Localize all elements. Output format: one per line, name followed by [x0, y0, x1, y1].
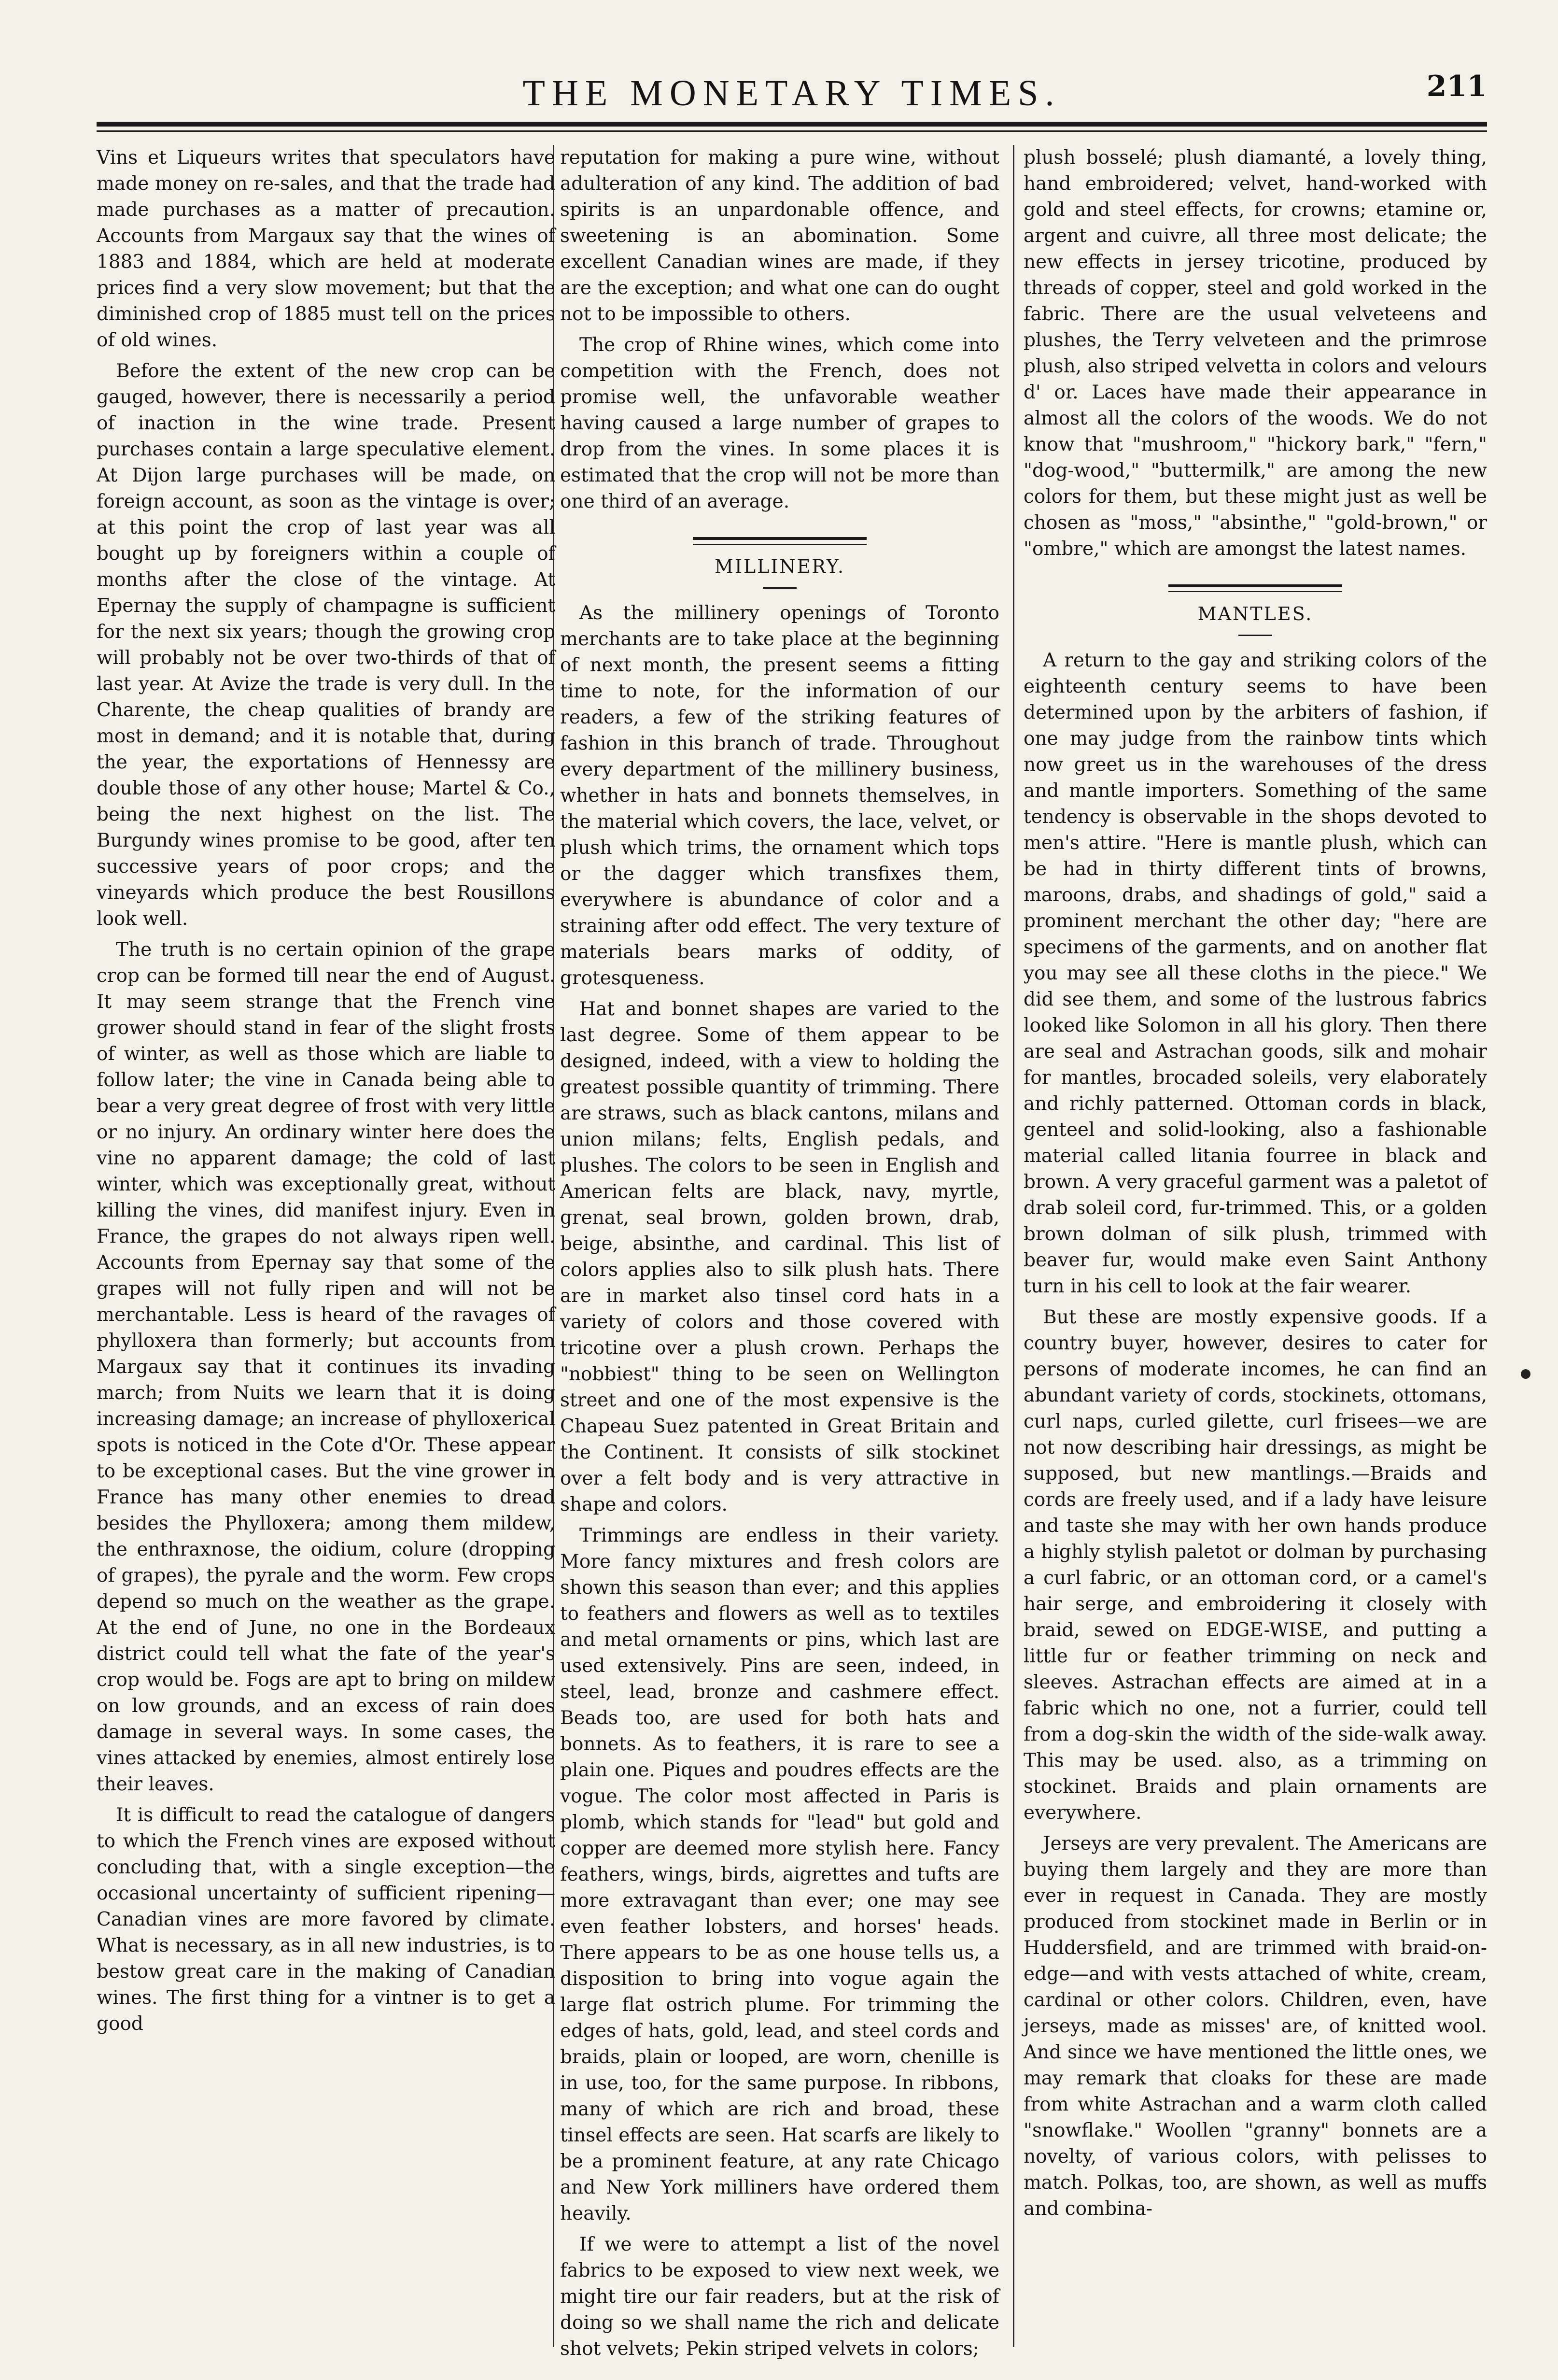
header-rule-thin	[97, 130, 1487, 132]
article-paragraph: Hat and bonnet shapes are varied to the last degree. Some of them appear to be designed, indeed, with a view to holding the greatest possible quantity of trimming. There are straws, such as black cantons, milans and union milans; felts, English pedals, and plushes. The colors to be seen in English and American felts are black, navy, myrtle, grenat, seal brown, golden brown, drab, beige, absinthe, and cardinal. This list of colors applies also to silk plush hats. There are in market also tinsel cord hats in a variety of colors and those covered with tricotine over a plush crown. Perhaps the "nobbiest" thing to be seen on Wellington street and one of the most expensive is the Chapeau Suez patented in Great Britain and the Continent. It consists of silk stockinet over a felt body and is very attractive in shape and colors.	[560, 998, 999, 1516]
column-middle	[560, 145, 999, 2360]
article-paragraph: As the millinery openings of Toronto merchants are to take place at the beginning of next month, the present seems a fitting time to note, for the information of our readers, a few of the striking features of fashion in this branch of trade. Throughout every department of the millinery business, whether in hats and bonnets themselves, in the material which covers, the lace, velvet, or plush which trims, the ornament which tops or the dagger which transfixes them, everywhere is abundance of color and a straining after odd effect. The very texture of materials bears marks of oddity, of grotesqueness.	[560, 602, 999, 989]
article-paragraph: The truth is no certain opinion of the grape crop can be formed till near the end of August. It may seem strange that the French vine grower should stand in fear of the slight frosts of winter, as well as those which are liable to follow later; the vine in Canada being able to bear a very great degree of frost with very little or no injury. An ordinary winter here does the vine no apparent damage; the cold of last winter, which was exceptionally great, without killing the vines, did manifest injury. Even in France, the grapes do not always ripen well. Accounts from Epernay say that some of the grapes will not fully ripen and will not be merchantable. Less is heard of the ravages of phylloxera than formerly; but accounts from Margaux say that it continues its invading march; from Nuits we learn that it is doing increasing damage; an increase of phylloxerical spots is noticed in the Cote d'Or. These appear to be exceptional cases. But the vine grower in France has many other enemies to dread besides the Phylloxera; among them mildew, the enthraxnose, the oidium, colure (dropping of grapes), the pyrale and the worm. Few crops depend so much on the weather as the grape. At the end of June, no one in the Bordeaux district could tell what the fate of the year's crop would be. Fogs are apt to bring on mildew on low grounds, and an excess of rain does damage in several ways. In some cases, the vines attacked by enemies, almost entirely lose their leaves.	[97, 939, 555, 1795]
header-rule-thick	[97, 122, 1487, 127]
article-paragraph: It is difficult to read the catalogue of dangers to which the French vines are exposed without concluding that, with a single exception—the occasional uncertainty of sufficient ripening—Canadian vines are more favored by climate. What is necessary, as in all new industries, is to bestow great care in the making of Canadian wines. The first thing for a vintner is to get a good	[97, 1804, 555, 2035]
section-rule	[693, 544, 867, 545]
section-dash	[763, 587, 797, 589]
section-rule	[1168, 591, 1342, 592]
article-paragraph: Before the extent of the new crop can be gauged, however, there is necessarily a period of inaction in the wine trade. Present purchases contain a large speculative element. At Dijon large purchases will be made, on foreign account, as soon as the vintage is over; at this point the crop of last year was all bought up by foreigners within a couple of months after the close of the vintage. At Epernay the supply of champagne is sufficient for the next six years; though the growing crop will probably not be over two-thirds of that of last year. At Avize the trade is very dull. In the Charente, the cheap qualities of brandy are most in demand; and it is notable that, during the year, the exportations of Hennessy are double those of any other house; Martel & Co., being the next highest on the list. The Burgundy wines promise to be good, after ten successive years of poor crops; and the vineyards which produce the best Rousillons look well.	[97, 360, 555, 930]
masthead	[97, 68, 1487, 121]
column-divider	[1013, 145, 1014, 2347]
section-heading-mantles: MANTLES.	[1197, 603, 1313, 624]
section-header	[560, 537, 999, 589]
article-paragraph: plush bosselé; plush diamanté, a lovely thing, hand embroidered; velvet, hand-worked with gold and steel effects, for crowns; etamine or, argent and cuivre, all three most delicate; the new effects in jersey tricotine, produced by threads of copper, steel and gold worked in the fabric. There are the usual velveteens and plushes, the Terry velveteen and the primrose plush, also striped velvetta in colors and velours d' or. Laces have made their appearance in almost all the colors of the woods. We do not know that "mushroom," "hickory bark," "fern," "dog-wood," "buttermilk," are among the new colors for them, but these might just as well be chosen as "moss," "absinthe," "gold-brown," or "ombre," which are amongst the latest names.	[1024, 147, 1487, 560]
column-right	[1024, 145, 1487, 2347]
article-paragraph: The crop of Rhine wines, which come into competition with the French, does not promise well, the unfavorable weather having caused a large number of grapes to drop from the vines. In some places it is estimated that the crop will not be more than one third of an average.	[560, 334, 999, 512]
article-paragraph: reputation for making a pure wine, without adulteration of any kind. The addition of bad spirits is an unpardonable offence, and sweetening is an abomination. Some excellent Canadian wines are made, if they are the exception; and what one can do ought not to be impossible to others.	[560, 147, 999, 325]
page-number: 211	[1426, 70, 1487, 103]
ink-mark	[1521, 1369, 1530, 1379]
section-header	[1024, 584, 1487, 636]
article-paragraph: But these are mostly expensive goods. If a country buyer, however, desires to cater for persons of moderate incomes, he can find an abundant variety of cords, stockinets, ottomans, curl naps, curled gilette, curl frisees—we are not now describing hair dressings, as might be supposed, but new mantlings.—Braids and cords are freely used, and if a lady have leisure and taste she may with her own hands produce a highly stylish paletot or dolman by purchasing a curl fabric, or an ottoman cord, or a camel's hair serge, and embroidering it closely with braid, sewed on EDGE-WISE, and putting a little fur or feather trimming on neck and sleeves. Astrachan effects are aimed at in a fabric which no one, not a furrier, could tell from a dog-skin the width of the side-walk away. This may be used. also, as a trimming on stockinet. Braids and plain ornaments are everywhere.	[1024, 1306, 1487, 1824]
section-heading-millinery: MILLINERY.	[714, 556, 845, 577]
article-paragraph: If we were to attempt a list of the novel fabrics to be exposed to view next week, we might tire our fair readers, but at the risk of doing so we shall name the rich and delicate shot velvets; Pekin striped velvets in colors;	[560, 2234, 999, 2360]
article-paragraph: Vins et Liqueurs writes that speculators have made money on re-sales, and that the trade had made purchases as a matter of precaution. Accounts from Margaux say that the wines of 1883 and 1884, which are held at moderate prices find a very slow movement; but that the diminished crop of 1885 must tell on the prices of old wines.	[97, 147, 555, 351]
section-rule	[1168, 584, 1342, 587]
column-left	[97, 145, 555, 2347]
article-paragraph: Jerseys are very prevalent. The Americans are buying them largely and they are more than ever in request in Canada. They are mostly produced from stockinet made in Berlin or in Huddersfield, and are trimmed with braid-on-edge—and with vests attached of white, cream, cardinal or other colors. Children, even, have jerseys, made as misses' are, of knitted wool. And since we have mentioned the little ones, we may remark that cloaks for these are made from white Astrachan and a warm cloth called "snowflake." Woollen "granny" bonnets are a novelty, of various colors, with pelisses to match. Polkas, too, are shown, as well as muffs and combina-	[1024, 1833, 1487, 2220]
section-dash	[1238, 635, 1272, 636]
publication-title: THE MONETARY TIMES.	[522, 73, 1061, 113]
section-rule	[693, 537, 867, 540]
article-paragraph: A return to the gay and striking colors of the eighteenth century seems to have been determined upon by the arbiters of fashion, if one may judge from the rainbow tints which now greet us in the warehouses of the dress and mantle importers. Something of the same tendency is observable in the shops devoted to men's attire. "Here is mantle plush, which can be had in thirty different tints of browns, maroons, drabs, and shadings of gold," said a prominent merchant the other day; "here are specimens of the garments, and on another flat you may see all these cloths in the piece." We did see them, and some of the lustrous fabrics looked like Solomon in all his glory. Then there are seal and Astrachan goods, silk and mohair for mantles, brocaded soleils, very elaborately and richly patterned. Ottoman cords in black, genteel and solid-looking, also a fashionable material called litania fourree in black and brown. A very graceful garment was a paletot of drab soleil cord, fur-trimmed. This, or a golden brown dolman of silk plush, trimmed with beaver fur, would make even Saint Anthony turn in his cell to look at the fair wearer.	[1024, 650, 1487, 1297]
article-paragraph: Trimmings are endless in their variety. More fancy mixtures and fresh colors are shown this season than ever; and this applies to feathers and flowers as well as to textiles and metal ornaments or pins, which last are used extensively. Pins are seen, indeed, in steel, lead, bronze and cashmere effect. Beads too, are used for both hats and bonnets. As to feathers, it is rare to see a plain one. Piques and poudres effects are the vogue. The color most affected in Paris is plomb, which stands for "lead" but gold and copper are deemed more stylish here. Fancy feathers, wings, birds, aigrettes and tufts are more extravagant than ever; one may see even feather lobsters, and horses' heads. There appears to be as one house tells us, a disposition to bring into vogue again the large flat ostrich plume. For trimming the edges of hats, gold, lead, and steel cords and braids, plain or looped, are worn, chenille is in use, too, for the same purpose. In ribbons, many of which are rich and broad, these tinsel effects are seen. Hat scarfs are likely to be a prominent feature, at any rate Chicago and New York milliners have ordered them heavily.	[560, 1525, 999, 2224]
